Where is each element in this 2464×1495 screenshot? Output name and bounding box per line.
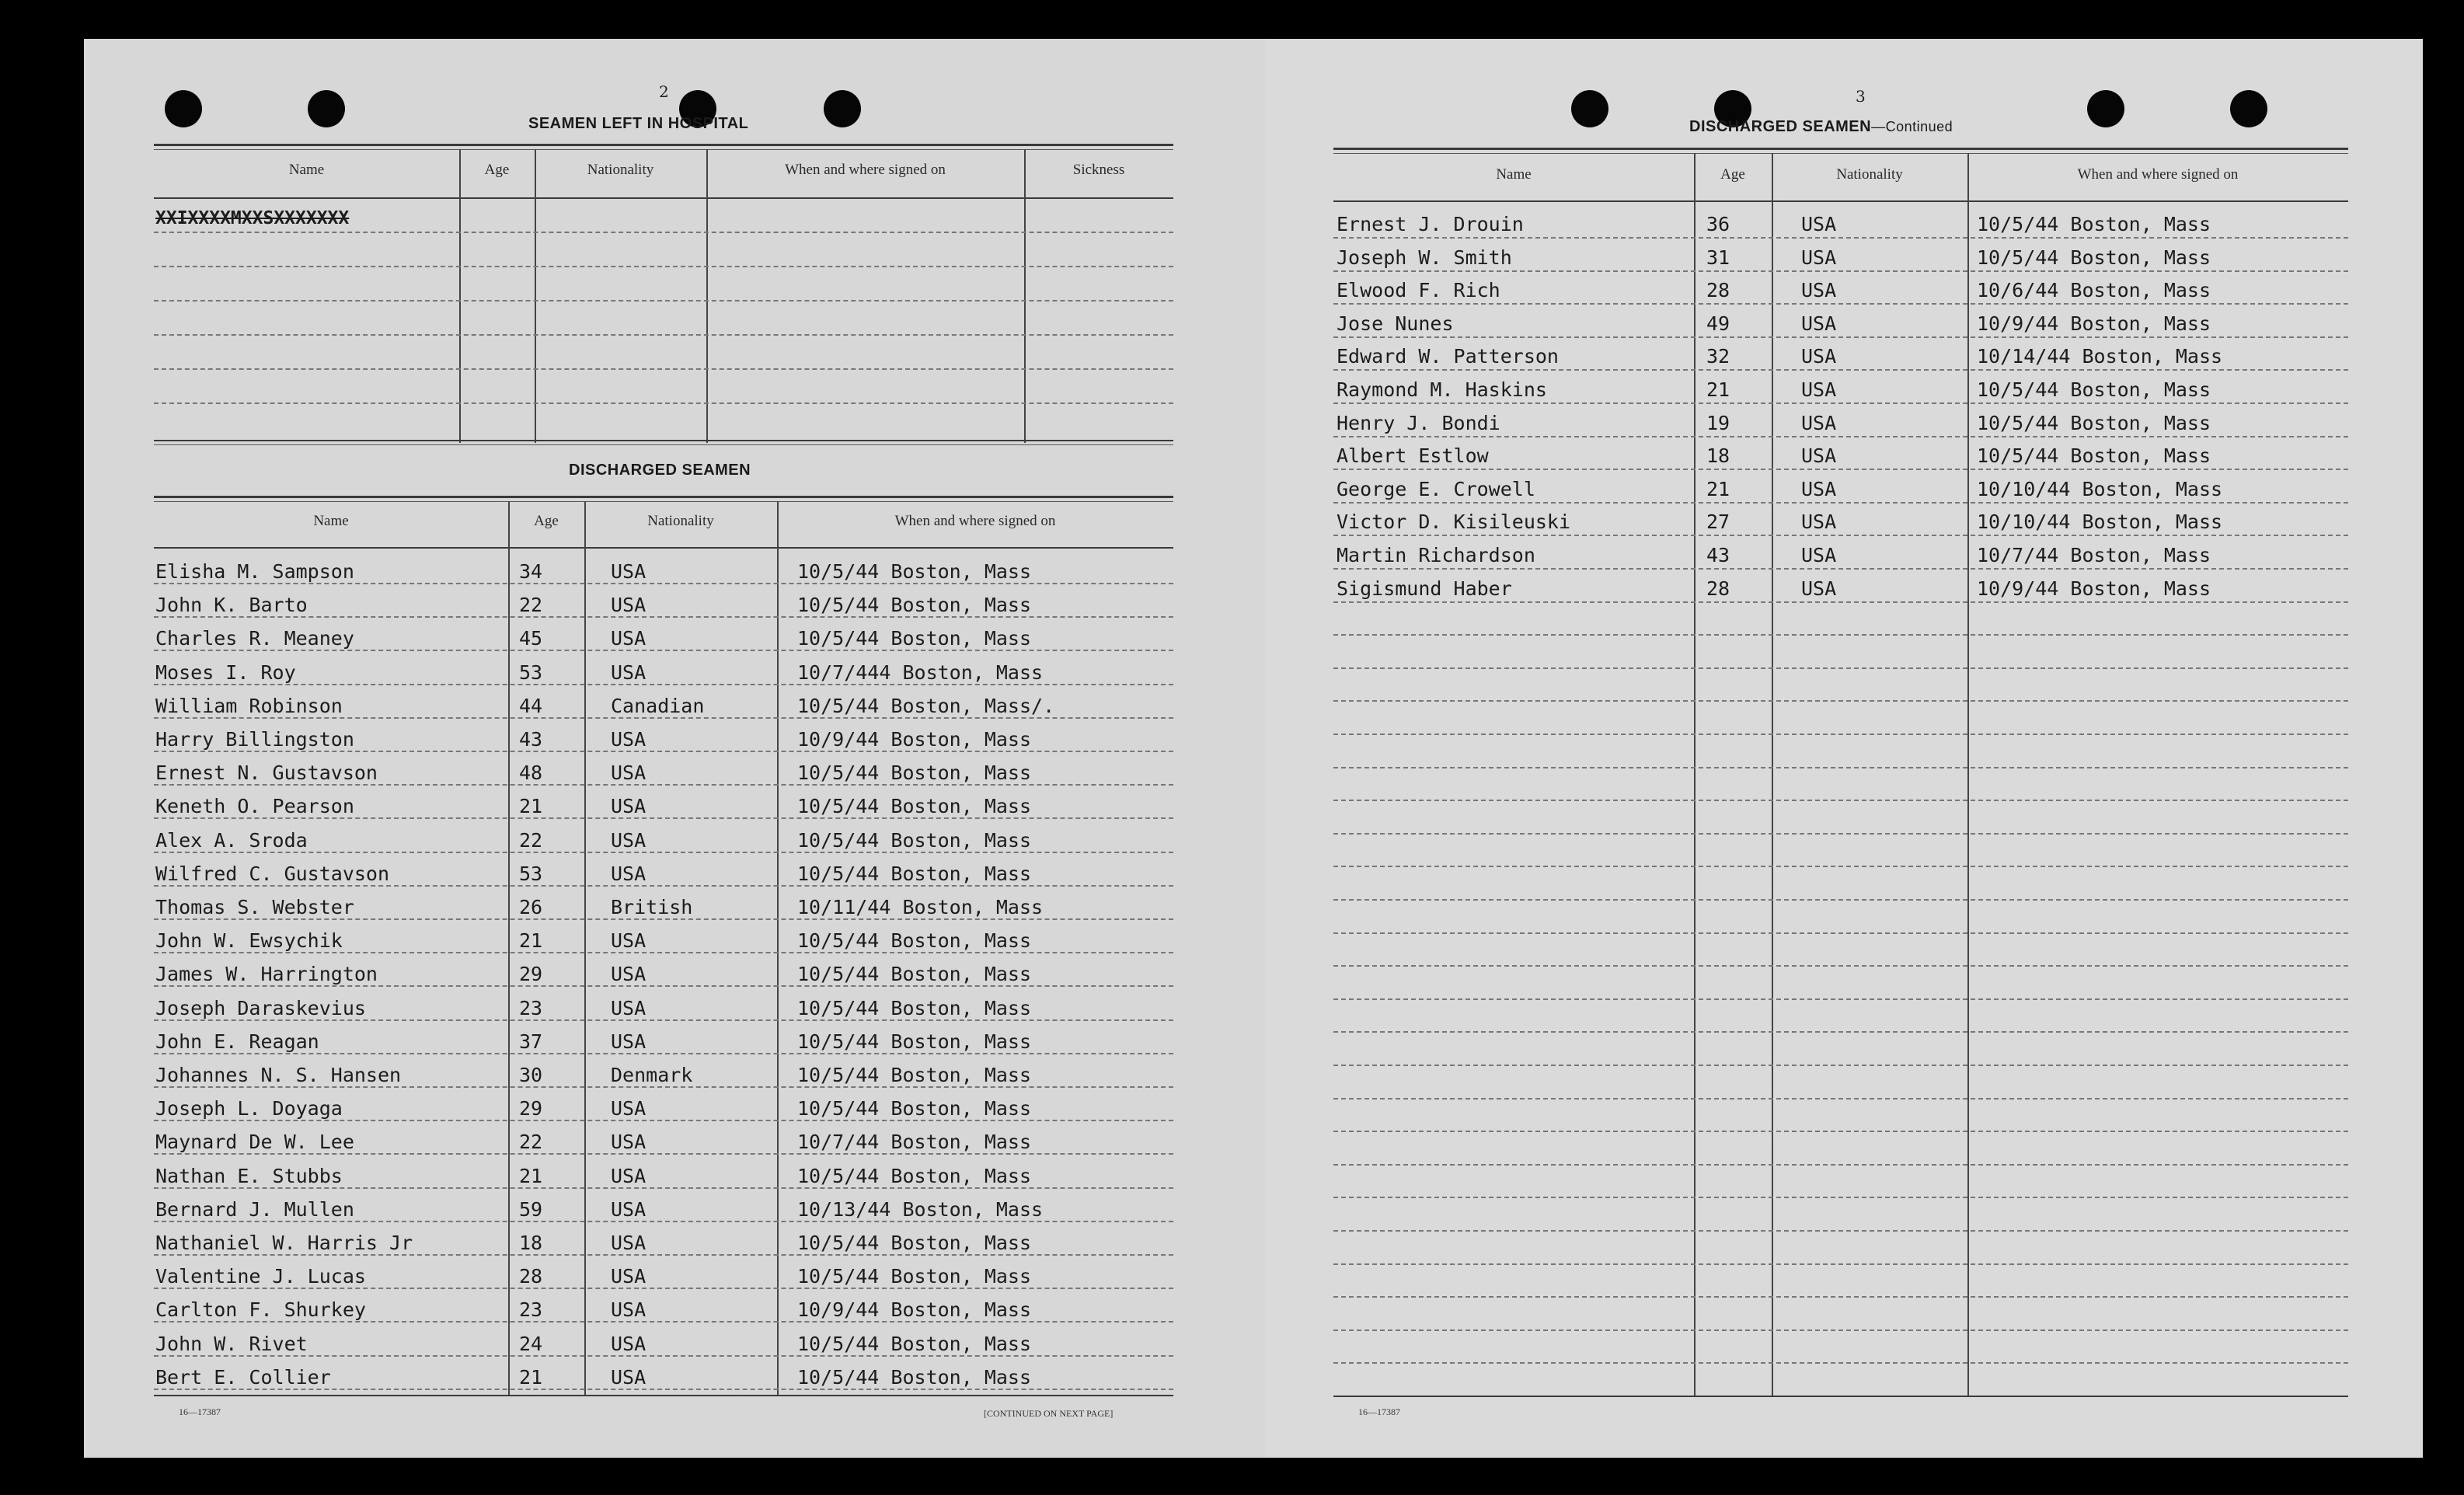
row-signed-on: 10/5/44 Boston, Mass: [797, 1064, 1032, 1086]
row-signed-on: 10/9/44 Boston, Mass: [797, 1298, 1032, 1322]
entry-line: [154, 1221, 1173, 1222]
table-rule: [154, 501, 1173, 502]
row-signed-on: 10/9/44 Boston, Mass: [797, 728, 1032, 751]
row-age: 59: [519, 1197, 543, 1221]
table-rule: [154, 144, 1173, 146]
punch-hole: [308, 90, 345, 127]
entry-line: [1333, 866, 2348, 867]
column-header-nationality: Nationality: [647, 513, 714, 529]
row-nationality: USA: [611, 761, 646, 785]
row-age: 23: [519, 996, 543, 1019]
row-signed-on: 10/5/44 Boston, Mass: [1977, 444, 2211, 468]
left-page: [84, 39, 1269, 1458]
row-signed-on: 10/5/44 Boston, Mass: [797, 1365, 1032, 1389]
entry-line: [1333, 998, 2348, 1000]
row-age: 23: [519, 1298, 543, 1322]
table-rule: [154, 149, 1173, 150]
row-age: 29: [519, 963, 543, 986]
row-nationality: USA: [1801, 378, 1837, 401]
row-age: 27: [1706, 511, 1730, 534]
entry-line: [1333, 270, 2348, 272]
column-header-name: Name: [288, 162, 325, 178]
struck-entry: XXIXXXXMXXSXXXXXXX: [155, 208, 350, 228]
table-rule: [154, 197, 1173, 199]
row-name: James W. Harrington: [155, 963, 378, 986]
entry-line: [1333, 568, 2348, 570]
section-title-text: DISCHARGED SEAMEN: [1689, 118, 1872, 135]
column-header-signed-on: When and where signed on: [785, 162, 946, 178]
table-rule: [154, 444, 1173, 445]
row-age: 28: [1706, 279, 1730, 302]
row-nationality: USA: [611, 1265, 646, 1288]
row-nationality: USA: [611, 594, 646, 617]
row-name: John W. Rivet: [155, 1332, 308, 1355]
row-name: Victor D. Kisileuski: [1337, 511, 1571, 534]
entry-line: [154, 1120, 1173, 1121]
column-header-sickness: Sickness: [1072, 162, 1125, 178]
row-nationality: USA: [611, 1298, 646, 1322]
column-divider: [1024, 149, 1026, 443]
row-nationality: USA: [1801, 246, 1837, 269]
row-name: Joseph W. Smith: [1337, 246, 1512, 269]
row-nationality: USA: [611, 828, 646, 852]
row-nationality: USA: [1801, 544, 1837, 566]
row-nationality: USA: [1801, 213, 1837, 235]
entry-line: [154, 232, 1173, 233]
entry-line: [1333, 402, 2348, 404]
entry-line: [1333, 237, 2348, 239]
entry-line: [154, 1019, 1173, 1021]
page-number: 2: [659, 82, 669, 101]
punch-hole: [824, 90, 861, 127]
row-name: Albert Estlow: [1337, 444, 1489, 468]
continued-section-title: [1689, 118, 1953, 136]
column-divider: [508, 501, 510, 1395]
row-nationality: USA: [611, 1232, 646, 1254]
row-signed-on: 10/5/44 Boston, Mass: [797, 560, 1032, 583]
entry-line: [154, 616, 1173, 618]
column-header-age: Age: [1720, 166, 1745, 183]
entry-line: [1333, 336, 2348, 338]
row-nationality: Canadian: [611, 694, 705, 717]
entry-line: [1333, 833, 2348, 835]
row-name: John K. Barto: [155, 594, 308, 617]
row-signed-on: 10/5/44 Boston, Mass: [797, 996, 1032, 1019]
entry-line: [154, 650, 1173, 651]
row-signed-on: 10/10/44 Boston, Mass: [1977, 511, 2223, 534]
row-signed-on: 10/9/44 Boston, Mass: [1977, 312, 2211, 335]
entry-line: [1333, 436, 2348, 437]
row-name: Elisha M. Sampson: [155, 560, 354, 583]
row-nationality: USA: [611, 996, 646, 1019]
row-signed-on: 10/5/44 Boston, Mass: [797, 761, 1032, 785]
row-signed-on: 10/13/44 Boston, Mass: [797, 1197, 1044, 1221]
row-signed-on: 10/5/44 Boston, Mass: [797, 1232, 1032, 1254]
row-name: Thomas S. Webster: [155, 896, 354, 918]
column-divider: [1967, 153, 1969, 1396]
row-nationality: USA: [1801, 511, 1837, 534]
entry-line: [1333, 1230, 2348, 1232]
entry-line: [1333, 634, 2348, 636]
entry-line: [154, 684, 1173, 685]
row-name: William Robinson: [155, 694, 343, 717]
form-number: 16—17387: [179, 1406, 221, 1417]
row-age: 49: [1706, 312, 1730, 335]
row-signed-on: 10/5/44 Boston, Mass: [797, 627, 1032, 650]
entry-line: [154, 784, 1173, 786]
entry-line: [1333, 1031, 2348, 1033]
table-rule: [1333, 148, 2348, 150]
row-signed-on: 10/5/44 Boston, Mass: [797, 862, 1032, 885]
row-nationality: USA: [611, 1332, 646, 1355]
entry-line: [154, 1389, 1173, 1390]
entry-line: [1333, 700, 2348, 702]
row-signed-on: 10/9/44 Boston, Mass: [1977, 577, 2211, 600]
row-signed-on: 10/6/44 Boston, Mass: [1977, 279, 2211, 302]
row-signed-on: 10/5/44 Boston, Mass: [797, 795, 1032, 818]
entry-line: [154, 1053, 1173, 1054]
row-age: 43: [1706, 544, 1730, 566]
row-nationality: USA: [611, 1365, 646, 1389]
column-divider: [584, 501, 586, 1395]
entry-line: [1333, 1131, 2348, 1132]
row-name: Maynard De W. Lee: [155, 1131, 354, 1154]
entry-line: [154, 334, 1173, 336]
row-nationality: USA: [1801, 577, 1837, 600]
entry-line: [154, 583, 1173, 584]
row-name: Martin Richardson: [1337, 544, 1535, 566]
row-signed-on: 10/11/44 Boston, Mass: [797, 896, 1044, 918]
column-header-name: Name: [313, 513, 349, 529]
row-name: Bernard J. Mullen: [155, 1197, 354, 1221]
entry-line: [1333, 1296, 2348, 1298]
entry-line: [154, 952, 1173, 953]
entry-line: [154, 1086, 1173, 1088]
table-rule: [154, 547, 1173, 549]
table-rule: [154, 440, 1173, 441]
entry-line: [1333, 734, 2348, 735]
row-nationality: USA: [611, 1030, 646, 1053]
entry-line: [1333, 1263, 2348, 1265]
row-nationality: USA: [611, 929, 646, 953]
row-nationality: USA: [1801, 477, 1837, 500]
row-signed-on: 10/5/44 Boston, Mass: [797, 594, 1032, 617]
entry-line: [1333, 932, 2348, 934]
row-age: 45: [519, 627, 543, 650]
row-name: John W. Ewsychik: [155, 929, 343, 953]
entry-line: [154, 1288, 1173, 1289]
row-age: 28: [519, 1265, 543, 1288]
row-nationality: USA: [611, 862, 646, 885]
row-signed-on: 10/5/44 Boston, Mass: [797, 1265, 1032, 1288]
entry-line: [154, 985, 1173, 987]
entry-line: [154, 266, 1173, 267]
row-age: 30: [519, 1064, 543, 1086]
table-rule: [1333, 1396, 2348, 1397]
row-signed-on: 10/7/44 Boston, Mass: [797, 1131, 1032, 1154]
row-age: 34: [519, 560, 543, 583]
row-name: Valentine J. Lucas: [155, 1265, 366, 1288]
row-age: 18: [519, 1232, 543, 1254]
entry-line: [154, 817, 1173, 819]
row-signed-on: 10/10/44 Boston, Mass: [1977, 477, 2223, 500]
entry-line: [154, 1254, 1173, 1256]
column-header-signed-on: When and where signed on: [2077, 166, 2239, 183]
entry-line: [1333, 767, 2348, 768]
entry-line: [1333, 1164, 2348, 1166]
row-nationality: USA: [611, 795, 646, 818]
row-nationality: USA: [611, 560, 646, 583]
hospital-section-title: SEAMEN LEFT IN HOSPITAL: [528, 115, 749, 132]
column-divider: [777, 501, 779, 1395]
row-age: 36: [1706, 213, 1730, 235]
row-signed-on: 10/5/44 Boston, Mass: [797, 828, 1032, 852]
column-divider: [535, 149, 536, 443]
row-age: 19: [1706, 411, 1730, 434]
entry-line: [154, 717, 1173, 719]
column-divider: [706, 149, 708, 443]
entry-line: [154, 1153, 1173, 1155]
row-age: 44: [519, 694, 543, 717]
entry-line: [1333, 1197, 2348, 1198]
entry-line: [1333, 369, 2348, 371]
row-name: Moses I. Roy: [155, 660, 296, 684]
row-signed-on: 10/5/44 Boston, Mass: [1977, 378, 2211, 401]
row-nationality: USA: [611, 1197, 646, 1221]
punch-hole: [2230, 90, 2267, 127]
row-age: 22: [519, 594, 543, 617]
row-signed-on: 10/7/44 Boston, Mass: [1977, 544, 2211, 566]
entry-line: [1333, 1065, 2348, 1066]
entry-line: [154, 1321, 1173, 1322]
entry-line: [1333, 601, 2348, 603]
row-signed-on: 10/5/44 Boston, Mass/.: [797, 694, 1055, 717]
row-age: 53: [519, 862, 543, 885]
row-nationality: USA: [611, 963, 646, 986]
row-name: Nathan E. Stubbs: [155, 1164, 343, 1187]
right-page: [1265, 39, 2423, 1458]
row-age: 22: [519, 828, 543, 852]
row-name: Nathaniel W. Harris Jr: [155, 1232, 413, 1254]
row-name: Joseph Daraskevius: [155, 996, 366, 1019]
entry-line: [1333, 502, 2348, 504]
row-nationality: USA: [1801, 411, 1837, 434]
row-name: George E. Crowell: [1337, 477, 1535, 500]
row-nationality: USA: [611, 1097, 646, 1120]
row-nationality: USA: [611, 1164, 646, 1187]
column-header-signed-on: When and where signed on: [894, 513, 1056, 529]
row-name: Alex A. Sroda: [155, 828, 308, 852]
row-name: Wilfred C. Gustavson: [155, 862, 390, 885]
row-signed-on: 10/5/44 Boston, Mass: [797, 1332, 1032, 1355]
row-age: 18: [1706, 444, 1730, 468]
row-name: Bert E. Collier: [155, 1365, 331, 1389]
entry-line: [154, 1355, 1173, 1357]
entry-line: [154, 1187, 1173, 1189]
row-signed-on: 10/5/44 Boston, Mass: [797, 1097, 1032, 1120]
page-number: 3: [1856, 87, 1866, 106]
row-signed-on: 10/14/44 Boston, Mass: [1977, 345, 2223, 368]
row-name: Ernest N. Gustavson: [155, 761, 378, 785]
entry-line: [154, 402, 1173, 404]
row-signed-on: 10/7/444 Boston, Mass: [797, 660, 1044, 684]
entry-line: [1333, 800, 2348, 801]
entry-line: [154, 852, 1173, 853]
section-title-suffix: —Continued: [1871, 119, 1953, 134]
column-header-age: Age: [534, 513, 559, 529]
column-header-age: Age: [484, 162, 510, 178]
row-age: 43: [519, 728, 543, 751]
row-age: 28: [1706, 577, 1730, 600]
form-number: 16—17387: [1358, 1406, 1400, 1417]
row-name: Carlton F. Shurkey: [155, 1298, 366, 1322]
row-signed-on: 10/5/44 Boston, Mass: [797, 929, 1032, 953]
row-name: John E. Reagan: [155, 1030, 319, 1053]
row-name: Johannes N. S. Hansen: [155, 1064, 402, 1086]
row-signed-on: 10/5/44 Boston, Mass: [797, 1164, 1032, 1187]
entry-line: [1333, 303, 2348, 305]
row-name: Charles R. Meaney: [155, 627, 354, 650]
row-age: 26: [519, 896, 543, 918]
entry-line: [154, 918, 1173, 920]
row-nationality: USA: [611, 660, 646, 684]
row-signed-on: 10/5/44 Boston, Mass: [1977, 246, 2211, 269]
entry-line: [1333, 1098, 2348, 1099]
entry-line: [1333, 1329, 2348, 1331]
row-age: 37: [519, 1030, 543, 1053]
column-header-name: Name: [1496, 166, 1532, 183]
row-age: 32: [1706, 345, 1730, 368]
row-nationality: USA: [1801, 312, 1837, 335]
row-nationality: USA: [1801, 279, 1837, 302]
entry-line: [154, 885, 1173, 887]
row-age: 22: [519, 1131, 543, 1154]
row-age: 24: [519, 1332, 543, 1355]
row-name: Elwood F. Rich: [1337, 279, 1500, 302]
row-age: 21: [1706, 378, 1730, 401]
row-nationality: USA: [611, 728, 646, 751]
row-name: Jose Nunes: [1337, 312, 1454, 335]
row-name: Harry Billingston: [155, 728, 354, 751]
entry-line: [1333, 667, 2348, 669]
punch-hole: [1571, 90, 1608, 127]
column-header-nationality: Nationality: [1836, 166, 1903, 183]
row-nationality: USA: [1801, 444, 1837, 468]
entry-line: [154, 368, 1173, 370]
table-rule: [1333, 153, 2348, 154]
entry-line: [154, 751, 1173, 752]
row-name: Joseph L. Doyaga: [155, 1097, 343, 1120]
entry-line: [1333, 469, 2348, 470]
punch-hole: [2087, 90, 2124, 127]
row-age: 21: [519, 1365, 543, 1389]
table-rule: [154, 1395, 1173, 1396]
discharged-section-title: DISCHARGED SEAMEN: [569, 462, 751, 479]
row-age: 21: [519, 929, 543, 953]
row-signed-on: 10/5/44 Boston, Mass: [1977, 213, 2211, 235]
row-signed-on: 10/5/44 Boston, Mass: [797, 1030, 1032, 1053]
row-nationality: USA: [1801, 345, 1837, 368]
row-age: 21: [519, 1164, 543, 1187]
table-rule: [1333, 200, 2348, 202]
punch-hole: [165, 90, 202, 127]
entry-line: [1333, 1362, 2348, 1364]
row-age: 48: [519, 761, 543, 785]
row-nationality: USA: [611, 627, 646, 650]
row-name: Edward W. Patterson: [1337, 345, 1559, 368]
column-divider: [459, 149, 461, 443]
row-nationality: Denmark: [611, 1064, 693, 1086]
row-signed-on: 10/5/44 Boston, Mass: [1977, 411, 2211, 434]
row-age: 21: [1706, 477, 1730, 500]
entry-line: [154, 300, 1173, 301]
row-name: Raymond M. Haskins: [1337, 378, 1547, 401]
row-age: 29: [519, 1097, 543, 1120]
row-nationality: USA: [611, 1131, 646, 1154]
row-age: 31: [1706, 246, 1730, 269]
column-header-nationality: Nationality: [587, 162, 654, 178]
column-divider: [1694, 153, 1696, 1396]
column-divider: [1772, 153, 1773, 1396]
row-name: Sigismund Haber: [1337, 577, 1512, 600]
row-signed-on: 10/5/44 Boston, Mass: [797, 963, 1032, 986]
entry-line: [1333, 899, 2348, 901]
row-age: 53: [519, 660, 543, 684]
table-rule: [154, 496, 1173, 498]
row-age: 21: [519, 795, 543, 818]
continued-note: [CONTINUED ON NEXT PAGE]: [984, 1408, 1114, 1419]
row-nationality: British: [611, 896, 693, 918]
entry-line: [1333, 535, 2348, 536]
row-name: Henry J. Bondi: [1337, 411, 1500, 434]
row-name: Ernest J. Drouin: [1337, 213, 1524, 235]
entry-line: [1333, 965, 2348, 967]
row-name: Keneth O. Pearson: [155, 795, 354, 818]
